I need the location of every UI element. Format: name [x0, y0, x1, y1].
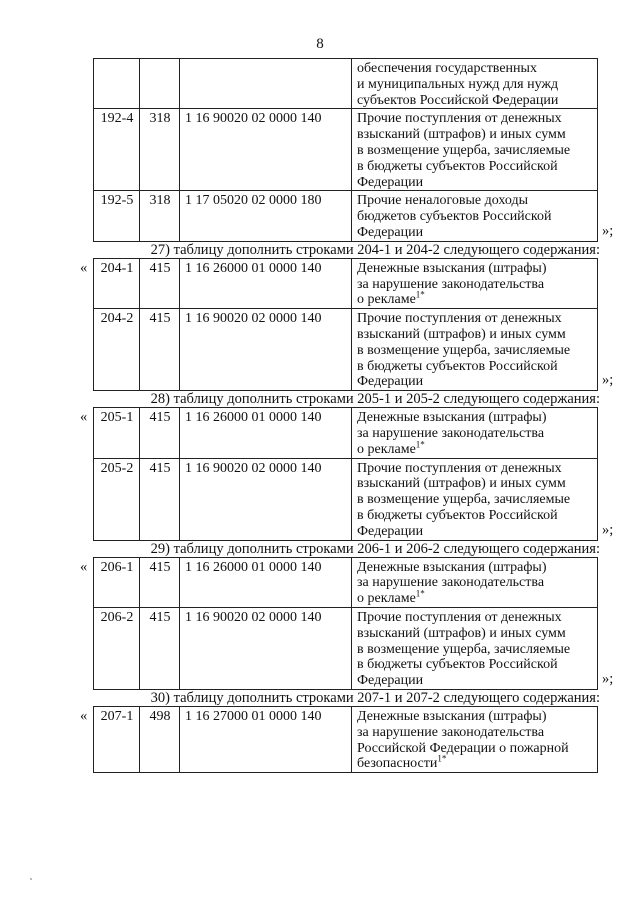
- income-name-line: Прочие поступления от денежных: [357, 311, 562, 327]
- admin-code-cell: 415: [140, 258, 180, 308]
- amendment-caption: 30) таблицу дополнить строками 207-1 и 207-2 следующего содержания:: [150, 690, 600, 706]
- income-name-line: Федерации: [357, 374, 424, 390]
- amendment-caption: 29) таблицу дополнить строками 206-1 и 206-2 следующего содержания:: [150, 540, 600, 557]
- income-name-line: Федерации: [357, 673, 424, 689]
- budget-code-cell: 1 16 90020 02 0000 140: [180, 309, 352, 391]
- budget-code-cell: 1 16 27000 01 0000 140: [180, 707, 352, 773]
- income-name-line: и муниципальных нужд для нужд: [357, 76, 559, 92]
- row-number-cell: 205-1: [94, 408, 140, 458]
- table-row: [94, 191, 598, 241]
- table-row: [94, 557, 598, 607]
- closing-quote: »;: [602, 521, 614, 538]
- income-name-cell: [352, 408, 598, 458]
- income-name-line: субъектов Российской Федерации: [357, 92, 559, 108]
- footnote-marker: 1*: [415, 289, 425, 300]
- income-name-cell: [352, 607, 598, 689]
- budget-code-cell: [180, 59, 352, 109]
- budget-code-cell: 1 16 90020 02 0000 140: [180, 109, 352, 191]
- budget-code-cell: 1 16 90020 02 0000 140: [180, 607, 352, 689]
- income-name-line: о рекламе$^{1*}$: [357, 439, 425, 457]
- footnote-marker: 1*: [415, 588, 425, 599]
- top-table: [93, 58, 598, 242]
- income-name-line: Прочие поступления от денежных: [357, 609, 562, 625]
- income-name-line: в бюджеты субъектов Российской: [357, 657, 558, 673]
- income-name-cell: [352, 109, 598, 191]
- amendment-table: [93, 706, 598, 773]
- income-name-line: о рекламе$^{1*}$: [357, 289, 425, 308]
- row-number-cell: [94, 59, 140, 109]
- admin-code-cell: 415: [140, 309, 180, 391]
- table-row: [94, 309, 598, 391]
- table-row: [94, 707, 598, 773]
- opening-quote: «: [80, 708, 88, 724]
- admin-code-cell: 415: [140, 607, 180, 689]
- admin-code-cell: [140, 59, 180, 109]
- closing-quote: »;: [602, 372, 614, 389]
- admin-code-cell: 415: [140, 458, 180, 540]
- table-row: [94, 607, 598, 689]
- income-name-line: взысканий (штрафов) и иных сумм: [357, 625, 566, 641]
- scan-speck: [30, 878, 32, 880]
- income-name-line: Прочие поступления от денежных: [357, 460, 562, 476]
- amendment-table: [93, 258, 598, 391]
- income-name-cell: [352, 258, 598, 308]
- income-name-line: за нарушение законодательства: [357, 575, 545, 591]
- income-name-cell: [352, 309, 598, 391]
- income-name-line: взысканий (штрафов) и иных сумм: [357, 326, 566, 342]
- income-name-line: Денежные взыскания (штрафы): [357, 559, 547, 575]
- income-name-line: Российской Федерации о пожарной: [357, 740, 569, 756]
- income-name-line: в возмещение ущерба, зачисляемые: [357, 492, 571, 508]
- amendment-table: [93, 557, 598, 690]
- income-name-line: в возмещение ущерба, зачисляемые: [357, 142, 571, 158]
- income-name-line: за нарушение законодательства: [357, 724, 545, 740]
- amendment-table: [93, 407, 598, 540]
- income-name-line: в возмещение ущерба, зачисляемые: [357, 342, 571, 358]
- row-number-cell: 204-2: [94, 309, 140, 391]
- income-name-line: за нарушение законодательства: [357, 425, 545, 441]
- closing-quote: »;: [602, 671, 614, 687]
- opening-quote: «: [80, 409, 88, 426]
- income-name-line: в возмещение ущерба, зачисляемые: [357, 641, 571, 657]
- table-row: [94, 109, 598, 191]
- income-name-line: безопасности$^{1*}$: [357, 753, 447, 772]
- amendment-caption: 27) таблицу дополнить строками 204-1 и 204-2 следующего содержания:: [150, 241, 600, 258]
- budget-code-cell: 1 17 05020 02 0000 180: [180, 191, 352, 241]
- amendment-caption: 28) таблицу дополнить строками 205-1 и 205-2 следующего содержания:: [150, 391, 600, 408]
- income-name-line: бюджетов субъектов Российской: [357, 209, 552, 225]
- budget-code-cell: 1 16 90020 02 0000 140: [180, 458, 352, 540]
- table-row: [94, 408, 598, 458]
- income-name-cell: [352, 707, 598, 773]
- income-name-line: взысканий (штрафов) и иных сумм: [357, 476, 566, 492]
- opening-quote: «: [80, 558, 88, 575]
- income-name-line: в бюджеты субъектов Российской: [357, 358, 558, 374]
- row-number-cell: 206-1: [94, 557, 140, 607]
- income-name-line: Прочие поступления от денежных: [357, 111, 562, 127]
- row-number-cell: 206-2: [94, 607, 140, 689]
- budget-code-cell: 1 16 26000 01 0000 140: [180, 557, 352, 607]
- income-name-line: за нарушение законодательства: [357, 276, 545, 292]
- income-name-line: Денежные взыскания (штрафы): [357, 260, 547, 276]
- admin-code-cell: 415: [140, 557, 180, 607]
- income-name-line: Федерации: [357, 224, 424, 240]
- income-name-cell: [352, 557, 598, 607]
- row-number-cell: 207-1: [94, 707, 140, 773]
- admin-code-cell: 415: [140, 408, 180, 458]
- income-name-cell: [352, 191, 598, 241]
- page-number: 8: [316, 36, 324, 52]
- footnote-marker: 1*: [437, 753, 447, 764]
- income-name-line: в бюджеты субъектов Российской: [357, 507, 558, 523]
- income-name-line: Федерации: [357, 174, 424, 190]
- table-row: [94, 258, 598, 308]
- table-row: [94, 458, 598, 540]
- income-name-line: Денежные взыскания (штрафы): [357, 709, 547, 724]
- income-name-line: о рекламе$^{1*}$: [357, 588, 425, 607]
- admin-code-cell: 318: [140, 191, 180, 241]
- income-name-line: Прочие неналоговые доходы: [357, 193, 529, 209]
- admin-code-cell: 318: [140, 109, 180, 191]
- footnote-marker: 1*: [415, 439, 425, 450]
- income-name-line: обеспечения государственных: [357, 61, 537, 76]
- budget-code-cell: 1 16 26000 01 0000 140: [180, 258, 352, 308]
- row-number-cell: 192-5: [94, 191, 140, 241]
- table-row: [94, 59, 598, 109]
- admin-code-cell: 498: [140, 707, 180, 773]
- income-name-cell: [352, 59, 598, 109]
- row-number-cell: 204-1: [94, 258, 140, 308]
- row-number-cell: 192-4: [94, 109, 140, 191]
- opening-quote: «: [80, 259, 88, 276]
- income-name-line: Денежные взыскания (штрафы): [357, 410, 547, 426]
- income-name-line: в бюджеты субъектов Российской: [357, 158, 558, 174]
- row-number-cell: 205-2: [94, 458, 140, 540]
- income-name-cell: [352, 458, 598, 540]
- closing-quote: »;: [602, 222, 614, 239]
- budget-code-cell: 1 16 26000 01 0000 140: [180, 408, 352, 458]
- income-name-line: Федерации: [357, 523, 424, 539]
- income-name-line: взысканий (штрафов) и иных сумм: [357, 127, 566, 143]
